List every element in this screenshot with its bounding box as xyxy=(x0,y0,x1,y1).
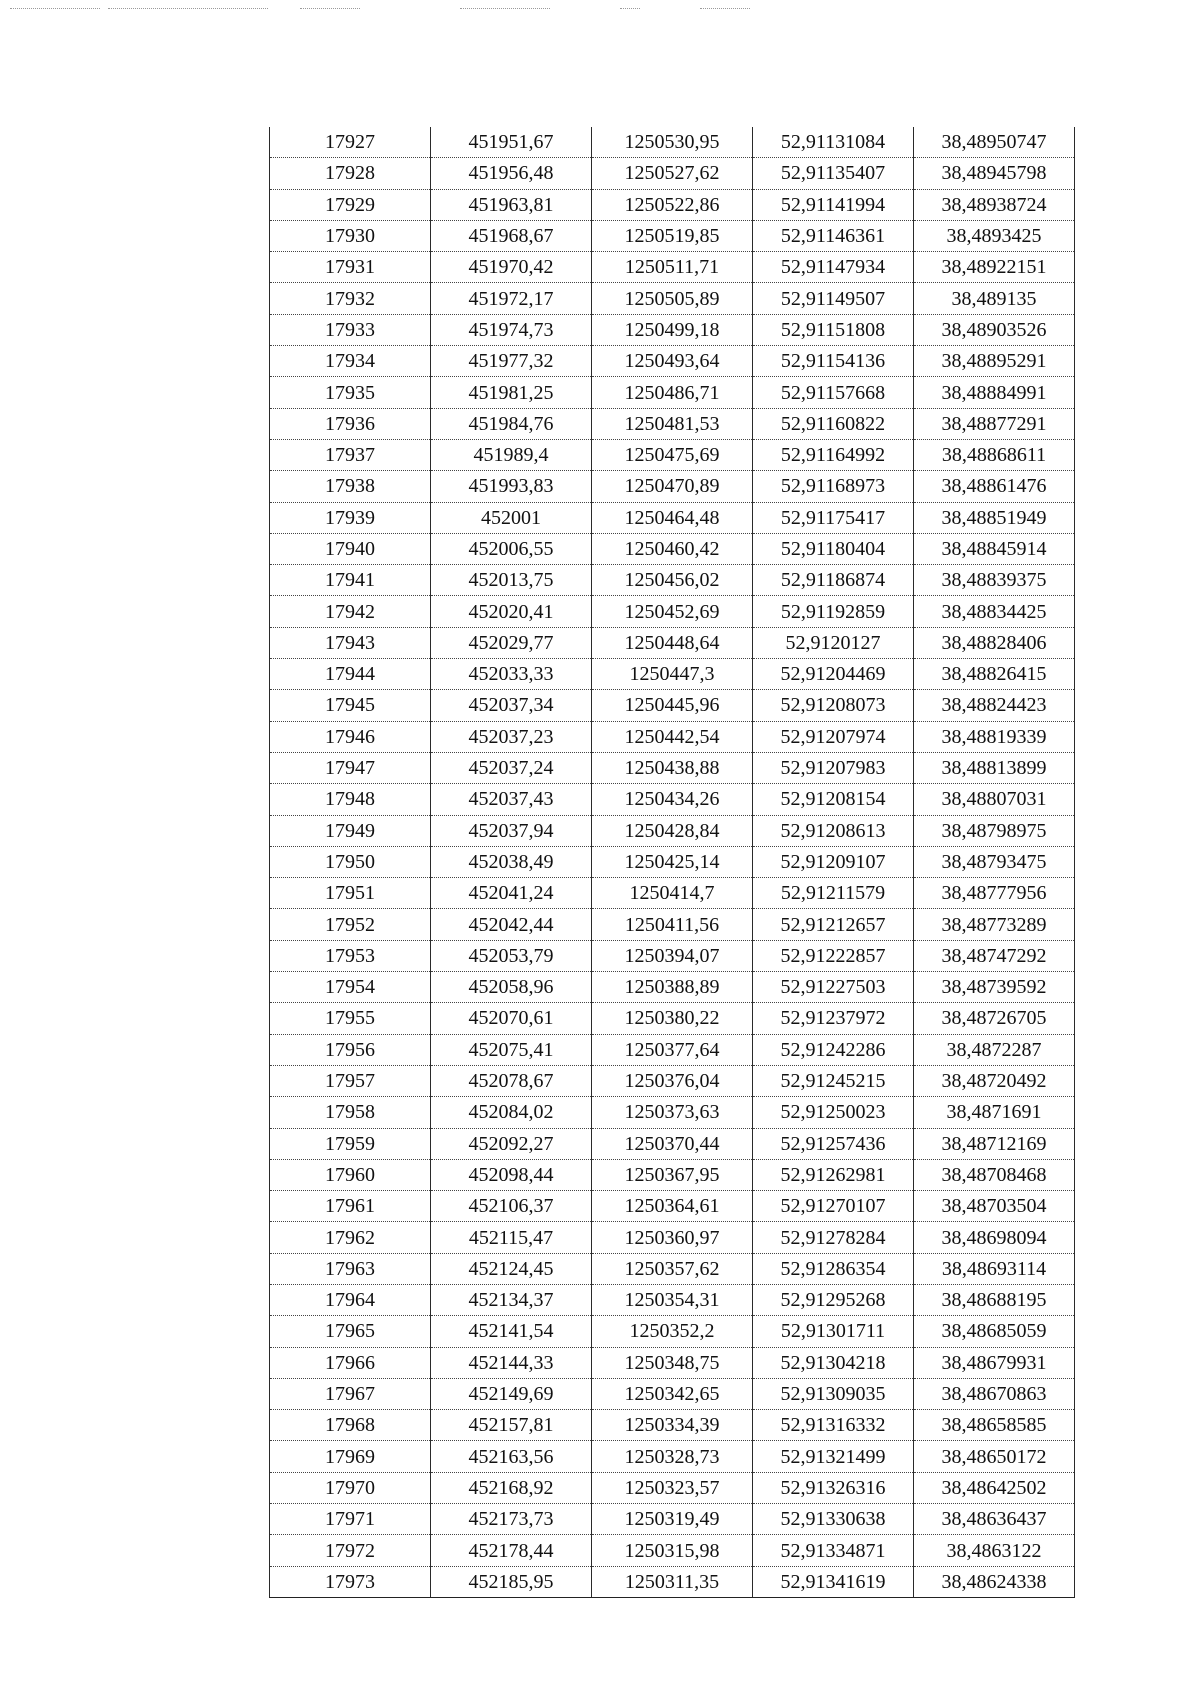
table-row xyxy=(270,252,1075,283)
table-cell-longitude: 38,48824423 xyxy=(914,690,1075,721)
table-row xyxy=(270,940,1075,971)
table-cell-latitude: 52,91321499 xyxy=(753,1441,914,1472)
table-cell-latitude: 52,91316332 xyxy=(753,1410,914,1441)
table-cell-longitude: 38,489135 xyxy=(914,283,1075,314)
table-cell-latitude: 52,91326316 xyxy=(753,1472,914,1503)
table-cell-y: 1250527,62 xyxy=(592,158,753,189)
table-cell-point-number: 17971 xyxy=(270,1504,431,1535)
table-cell-latitude: 52,91242286 xyxy=(753,1034,914,1065)
table-cell-y: 1250354,31 xyxy=(592,1284,753,1315)
table-cell-longitude: 38,48726705 xyxy=(914,1003,1075,1034)
table-cell-x: 451951,67 xyxy=(431,127,592,158)
table-row xyxy=(270,1222,1075,1253)
scan-artifact-line xyxy=(10,8,100,9)
table-cell-latitude: 52,91186874 xyxy=(753,565,914,596)
table-cell-longitude: 38,48826415 xyxy=(914,659,1075,690)
table-cell-y: 1250311,35 xyxy=(592,1566,753,1597)
table-cell-point-number: 17928 xyxy=(270,158,431,189)
table-cell-point-number: 17964 xyxy=(270,1284,431,1315)
table-cell-latitude: 52,91222857 xyxy=(753,940,914,971)
table-cell-x: 452092,27 xyxy=(431,1128,592,1159)
table-cell-y: 1250342,65 xyxy=(592,1378,753,1409)
table-cell-x: 451970,42 xyxy=(431,252,592,283)
table-cell-point-number: 17951 xyxy=(270,878,431,909)
table-cell-y: 1250456,02 xyxy=(592,565,753,596)
table-cell-latitude: 52,91207983 xyxy=(753,752,914,783)
table-cell-longitude: 38,4893425 xyxy=(914,220,1075,251)
table-cell-y: 1250447,3 xyxy=(592,659,753,690)
table-cell-point-number: 17940 xyxy=(270,533,431,564)
table-cell-latitude: 52,91157668 xyxy=(753,377,914,408)
table-cell-y: 1250475,69 xyxy=(592,439,753,470)
table-row xyxy=(270,1191,1075,1222)
table-row xyxy=(270,377,1075,408)
table-cell-latitude: 52,91278284 xyxy=(753,1222,914,1253)
table-cell-x: 452149,69 xyxy=(431,1378,592,1409)
table-cell-point-number: 17973 xyxy=(270,1566,431,1597)
table-cell-point-number: 17934 xyxy=(270,346,431,377)
table-cell-x: 452078,67 xyxy=(431,1065,592,1096)
table-cell-latitude: 52,91334871 xyxy=(753,1535,914,1566)
table-cell-y: 1250394,07 xyxy=(592,940,753,971)
table-cell-point-number: 17959 xyxy=(270,1128,431,1159)
table-row xyxy=(270,1441,1075,1472)
table-cell-longitude: 38,48720492 xyxy=(914,1065,1075,1096)
table-row xyxy=(270,596,1075,627)
table-cell-x: 451977,32 xyxy=(431,346,592,377)
table-cell-x: 452098,44 xyxy=(431,1159,592,1190)
table-cell-latitude: 52,91175417 xyxy=(753,502,914,533)
table-cell-point-number: 17927 xyxy=(270,127,431,158)
table-cell-latitude: 52,91207974 xyxy=(753,721,914,752)
table-row xyxy=(270,346,1075,377)
table-row xyxy=(270,1347,1075,1378)
table-row xyxy=(270,1128,1075,1159)
table-cell-y: 1250522,86 xyxy=(592,189,753,220)
table-row xyxy=(270,1284,1075,1315)
table-cell-point-number: 17948 xyxy=(270,784,431,815)
table-cell-x: 452185,95 xyxy=(431,1566,592,1597)
table-cell-latitude: 52,91270107 xyxy=(753,1191,914,1222)
table-cell-latitude: 52,91164992 xyxy=(753,439,914,470)
table-row xyxy=(270,659,1075,690)
table-cell-y: 1250370,44 xyxy=(592,1128,753,1159)
table-cell-longitude: 38,48708468 xyxy=(914,1159,1075,1190)
table-cell-point-number: 17969 xyxy=(270,1441,431,1472)
table-cell-longitude: 38,48828406 xyxy=(914,627,1075,658)
table-cell-y: 1250360,97 xyxy=(592,1222,753,1253)
table-cell-point-number: 17957 xyxy=(270,1065,431,1096)
table-cell-point-number: 17968 xyxy=(270,1410,431,1441)
table-cell-point-number: 17942 xyxy=(270,596,431,627)
table-cell-y: 1250481,53 xyxy=(592,408,753,439)
table-row xyxy=(270,502,1075,533)
table-cell-x: 452037,24 xyxy=(431,752,592,783)
table-cell-x: 452084,02 xyxy=(431,1097,592,1128)
table-cell-x: 452001 xyxy=(431,502,592,533)
table-cell-latitude: 52,91208154 xyxy=(753,784,914,815)
table-cell-x: 451963,81 xyxy=(431,189,592,220)
table-row xyxy=(270,1472,1075,1503)
table-cell-y: 1250377,64 xyxy=(592,1034,753,1065)
table-cell-x: 451989,4 xyxy=(431,439,592,470)
table-cell-x: 452038,49 xyxy=(431,846,592,877)
table-cell-latitude: 52,91192859 xyxy=(753,596,914,627)
table-cell-y: 1250364,61 xyxy=(592,1191,753,1222)
table-cell-latitude: 52,91141994 xyxy=(753,189,914,220)
table-cell-x: 452037,43 xyxy=(431,784,592,815)
table-cell-longitude: 38,48861476 xyxy=(914,471,1075,502)
table-cell-y: 1250334,39 xyxy=(592,1410,753,1441)
table-cell-longitude: 38,48636437 xyxy=(914,1504,1075,1535)
table-cell-longitude: 38,48807031 xyxy=(914,784,1075,815)
table-row xyxy=(270,878,1075,909)
table-cell-latitude: 52,91211579 xyxy=(753,878,914,909)
table-cell-point-number: 17946 xyxy=(270,721,431,752)
table-cell-y: 1250505,89 xyxy=(592,283,753,314)
table-cell-point-number: 17935 xyxy=(270,377,431,408)
table-cell-longitude: 38,48650172 xyxy=(914,1441,1075,1472)
table-cell-point-number: 17937 xyxy=(270,439,431,470)
table-cell-latitude: 52,91168973 xyxy=(753,471,914,502)
table-cell-point-number: 17936 xyxy=(270,408,431,439)
table-cell-point-number: 17958 xyxy=(270,1097,431,1128)
table-cell-latitude: 52,91208073 xyxy=(753,690,914,721)
table-cell-point-number: 17972 xyxy=(270,1535,431,1566)
table-cell-x: 451984,76 xyxy=(431,408,592,439)
table-cell-point-number: 17932 xyxy=(270,283,431,314)
table-cell-latitude: 52,91295268 xyxy=(753,1284,914,1315)
table-cell-y: 1250460,42 xyxy=(592,533,753,564)
table-cell-x: 452124,45 xyxy=(431,1253,592,1284)
table-cell-y: 1250434,26 xyxy=(592,784,753,815)
table-cell-x: 451968,67 xyxy=(431,220,592,251)
table-cell-y: 1250519,85 xyxy=(592,220,753,251)
table-row xyxy=(270,1003,1075,1034)
table-cell-x: 452053,79 xyxy=(431,940,592,971)
table-cell-latitude: 52,91309035 xyxy=(753,1378,914,1409)
table-row xyxy=(270,1410,1075,1441)
table-row xyxy=(270,471,1075,502)
table-row xyxy=(270,909,1075,940)
table-cell-x: 451956,48 xyxy=(431,158,592,189)
table-cell-longitude: 38,48793475 xyxy=(914,846,1075,877)
table-cell-longitude: 38,48658585 xyxy=(914,1410,1075,1441)
table-cell-x: 452042,44 xyxy=(431,909,592,940)
table-row xyxy=(270,1316,1075,1347)
table-cell-latitude: 52,91330638 xyxy=(753,1504,914,1535)
table-cell-y: 1250328,73 xyxy=(592,1441,753,1472)
table-cell-y: 1250499,18 xyxy=(592,314,753,345)
table-cell-y: 1250452,69 xyxy=(592,596,753,627)
table-row xyxy=(270,189,1075,220)
table-cell-y: 1250357,62 xyxy=(592,1253,753,1284)
table-cell-y: 1250373,63 xyxy=(592,1097,753,1128)
table-cell-y: 1250348,75 xyxy=(592,1347,753,1378)
table-cell-x: 452033,33 xyxy=(431,659,592,690)
table-cell-y: 1250414,7 xyxy=(592,878,753,909)
table-cell-x: 452168,92 xyxy=(431,1472,592,1503)
table-cell-latitude: 52,91245215 xyxy=(753,1065,914,1096)
table-cell-longitude: 38,48868611 xyxy=(914,439,1075,470)
table-cell-longitude: 38,48903526 xyxy=(914,314,1075,345)
table-cell-y: 1250319,49 xyxy=(592,1504,753,1535)
table-cell-latitude: 52,91208613 xyxy=(753,815,914,846)
table-cell-longitude: 38,48642502 xyxy=(914,1472,1075,1503)
table-row xyxy=(270,1535,1075,1566)
table-row xyxy=(270,1034,1075,1065)
table-cell-latitude: 52,91304218 xyxy=(753,1347,914,1378)
table-cell-y: 1250376,04 xyxy=(592,1065,753,1096)
table-cell-longitude: 38,48679931 xyxy=(914,1347,1075,1378)
table-cell-longitude: 38,48703504 xyxy=(914,1191,1075,1222)
table-cell-latitude: 52,91301711 xyxy=(753,1316,914,1347)
table-row xyxy=(270,314,1075,345)
table-cell-x: 452041,24 xyxy=(431,878,592,909)
table-cell-y: 1250442,54 xyxy=(592,721,753,752)
table-cell-longitude: 38,48950747 xyxy=(914,127,1075,158)
table-cell-x: 452075,41 xyxy=(431,1034,592,1065)
table-cell-latitude: 52,91147934 xyxy=(753,252,914,283)
table-cell-longitude: 38,48845914 xyxy=(914,533,1075,564)
table-cell-latitude: 52,91212657 xyxy=(753,909,914,940)
table-cell-y: 1250425,14 xyxy=(592,846,753,877)
table-cell-longitude: 38,48747292 xyxy=(914,940,1075,971)
table-cell-point-number: 17962 xyxy=(270,1222,431,1253)
table-cell-point-number: 17966 xyxy=(270,1347,431,1378)
table-cell-y: 1250380,22 xyxy=(592,1003,753,1034)
table-cell-point-number: 17960 xyxy=(270,1159,431,1190)
table-cell-x: 452037,34 xyxy=(431,690,592,721)
table-cell-longitude: 38,48693114 xyxy=(914,1253,1075,1284)
table-cell-longitude: 38,48851949 xyxy=(914,502,1075,533)
table-cell-y: 1250411,56 xyxy=(592,909,753,940)
table-cell-longitude: 38,48834425 xyxy=(914,596,1075,627)
table-cell-y: 1250493,64 xyxy=(592,346,753,377)
table-cell-latitude: 52,91341619 xyxy=(753,1566,914,1597)
table-row xyxy=(270,158,1075,189)
table-cell-longitude: 38,48895291 xyxy=(914,346,1075,377)
table-cell-x: 451993,83 xyxy=(431,471,592,502)
table-cell-point-number: 17955 xyxy=(270,1003,431,1034)
table-cell-point-number: 17929 xyxy=(270,189,431,220)
table-row xyxy=(270,1504,1075,1535)
table-cell-x: 452141,54 xyxy=(431,1316,592,1347)
coordinates-table-body xyxy=(270,127,1075,1597)
table-cell-longitude: 38,48877291 xyxy=(914,408,1075,439)
table-cell-longitude: 38,48798975 xyxy=(914,815,1075,846)
table-cell-point-number: 17931 xyxy=(270,252,431,283)
table-cell-x: 452106,37 xyxy=(431,1191,592,1222)
table-cell-x: 452029,77 xyxy=(431,627,592,658)
table-cell-latitude: 52,9120127 xyxy=(753,627,914,658)
table-cell-latitude: 52,91135407 xyxy=(753,158,914,189)
table-cell-latitude: 52,91209107 xyxy=(753,846,914,877)
table-cell-x: 452178,44 xyxy=(431,1535,592,1566)
table-cell-latitude: 52,91149507 xyxy=(753,283,914,314)
table-cell-latitude: 52,91262981 xyxy=(753,1159,914,1190)
table-cell-longitude: 38,48698094 xyxy=(914,1222,1075,1253)
table-row xyxy=(270,1253,1075,1284)
table-cell-latitude: 52,91286354 xyxy=(753,1253,914,1284)
table-cell-latitude: 52,91237972 xyxy=(753,1003,914,1034)
table-row xyxy=(270,1378,1075,1409)
table-row xyxy=(270,283,1075,314)
table-cell-point-number: 17949 xyxy=(270,815,431,846)
table-cell-point-number: 17944 xyxy=(270,659,431,690)
table-cell-longitude: 38,48739592 xyxy=(914,972,1075,1003)
table-row xyxy=(270,1065,1075,1096)
table-cell-point-number: 17945 xyxy=(270,690,431,721)
table-cell-latitude: 52,91180404 xyxy=(753,533,914,564)
table-cell-y: 1250511,71 xyxy=(592,252,753,283)
table-cell-longitude: 38,48819339 xyxy=(914,721,1075,752)
scan-artifact-line xyxy=(620,8,640,9)
table-row xyxy=(270,408,1075,439)
table-cell-latitude: 52,91154136 xyxy=(753,346,914,377)
table-cell-y: 1250470,89 xyxy=(592,471,753,502)
table-cell-longitude: 38,48813899 xyxy=(914,752,1075,783)
table-cell-point-number: 17947 xyxy=(270,752,431,783)
table-cell-x: 452006,55 xyxy=(431,533,592,564)
table-cell-point-number: 17963 xyxy=(270,1253,431,1284)
table-cell-y: 1250388,89 xyxy=(592,972,753,1003)
table-cell-latitude: 52,91204469 xyxy=(753,659,914,690)
table-row xyxy=(270,784,1075,815)
table-cell-x: 452070,61 xyxy=(431,1003,592,1034)
table-cell-point-number: 17970 xyxy=(270,1472,431,1503)
table-cell-point-number: 17941 xyxy=(270,565,431,596)
scan-artifact-line xyxy=(108,8,268,9)
table-cell-longitude: 38,48884991 xyxy=(914,377,1075,408)
table-cell-x: 452144,33 xyxy=(431,1347,592,1378)
table-cell-y: 1250428,84 xyxy=(592,815,753,846)
table-cell-latitude: 52,91160822 xyxy=(753,408,914,439)
table-cell-latitude: 52,91227503 xyxy=(753,972,914,1003)
table-cell-point-number: 17938 xyxy=(270,471,431,502)
table-cell-longitude: 38,48685059 xyxy=(914,1316,1075,1347)
table-cell-x: 452020,41 xyxy=(431,596,592,627)
table-cell-latitude: 52,91146361 xyxy=(753,220,914,251)
table-row xyxy=(270,815,1075,846)
table-cell-x: 452037,94 xyxy=(431,815,592,846)
table-row xyxy=(270,752,1075,783)
table-cell-point-number: 17939 xyxy=(270,502,431,533)
table-cell-x: 452173,73 xyxy=(431,1504,592,1535)
coordinates-table xyxy=(269,127,1075,1598)
table-cell-y: 1250315,98 xyxy=(592,1535,753,1566)
table-row xyxy=(270,565,1075,596)
scan-artifact-line xyxy=(700,8,750,9)
table-cell-longitude: 38,4872287 xyxy=(914,1034,1075,1065)
table-cell-longitude: 38,48624338 xyxy=(914,1566,1075,1597)
table-cell-latitude: 52,91131084 xyxy=(753,127,914,158)
table-cell-point-number: 17956 xyxy=(270,1034,431,1065)
table-cell-x: 452037,23 xyxy=(431,721,592,752)
table-cell-point-number: 17933 xyxy=(270,314,431,345)
table-cell-y: 1250464,48 xyxy=(592,502,753,533)
table-cell-latitude: 52,91151808 xyxy=(753,314,914,345)
table-cell-point-number: 17953 xyxy=(270,940,431,971)
table-cell-point-number: 17952 xyxy=(270,909,431,940)
table-row xyxy=(270,1566,1075,1597)
table-cell-point-number: 17965 xyxy=(270,1316,431,1347)
table-row xyxy=(270,220,1075,251)
table-cell-point-number: 17961 xyxy=(270,1191,431,1222)
table-cell-x: 452058,96 xyxy=(431,972,592,1003)
table-cell-y: 1250486,71 xyxy=(592,377,753,408)
table-cell-x: 452013,75 xyxy=(431,565,592,596)
table-cell-longitude: 38,4863122 xyxy=(914,1535,1075,1566)
scan-artifact-line xyxy=(300,8,360,9)
table-cell-longitude: 38,48773289 xyxy=(914,909,1075,940)
scan-artifacts xyxy=(0,0,1200,20)
table-row xyxy=(270,1097,1075,1128)
table-row xyxy=(270,721,1075,752)
table-cell-point-number: 17950 xyxy=(270,846,431,877)
table-row xyxy=(270,439,1075,470)
table-cell-longitude: 38,48839375 xyxy=(914,565,1075,596)
table-row xyxy=(270,972,1075,1003)
table-row xyxy=(270,690,1075,721)
table-row xyxy=(270,1159,1075,1190)
table-cell-x: 451974,73 xyxy=(431,314,592,345)
table-cell-longitude: 38,4871691 xyxy=(914,1097,1075,1128)
table-cell-longitude: 38,48688195 xyxy=(914,1284,1075,1315)
table-cell-point-number: 17943 xyxy=(270,627,431,658)
table-cell-longitude: 38,48777956 xyxy=(914,878,1075,909)
table-row xyxy=(270,627,1075,658)
table-cell-longitude: 38,48922151 xyxy=(914,252,1075,283)
table-cell-point-number: 17954 xyxy=(270,972,431,1003)
table-cell-point-number: 17930 xyxy=(270,220,431,251)
table-cell-y: 1250530,95 xyxy=(592,127,753,158)
table-cell-y: 1250448,64 xyxy=(592,627,753,658)
table-cell-x: 451972,17 xyxy=(431,283,592,314)
coordinates-table-container xyxy=(269,127,1069,1598)
table-cell-y: 1250323,57 xyxy=(592,1472,753,1503)
table-cell-latitude: 52,91257436 xyxy=(753,1128,914,1159)
table-cell-x: 452115,47 xyxy=(431,1222,592,1253)
table-row xyxy=(270,127,1075,158)
table-cell-longitude: 38,48938724 xyxy=(914,189,1075,220)
table-cell-x: 451981,25 xyxy=(431,377,592,408)
table-cell-x: 452163,56 xyxy=(431,1441,592,1472)
table-cell-point-number: 17967 xyxy=(270,1378,431,1409)
table-cell-longitude: 38,48945798 xyxy=(914,158,1075,189)
scan-artifact-line xyxy=(460,8,550,9)
table-cell-y: 1250352,2 xyxy=(592,1316,753,1347)
table-cell-latitude: 52,91250023 xyxy=(753,1097,914,1128)
table-cell-x: 452134,37 xyxy=(431,1284,592,1315)
table-row xyxy=(270,533,1075,564)
table-cell-y: 1250438,88 xyxy=(592,752,753,783)
table-cell-y: 1250367,95 xyxy=(592,1159,753,1190)
table-cell-x: 452157,81 xyxy=(431,1410,592,1441)
table-cell-longitude: 38,48670863 xyxy=(914,1378,1075,1409)
table-cell-longitude: 38,48712169 xyxy=(914,1128,1075,1159)
table-cell-y: 1250445,96 xyxy=(592,690,753,721)
table-row xyxy=(270,846,1075,877)
